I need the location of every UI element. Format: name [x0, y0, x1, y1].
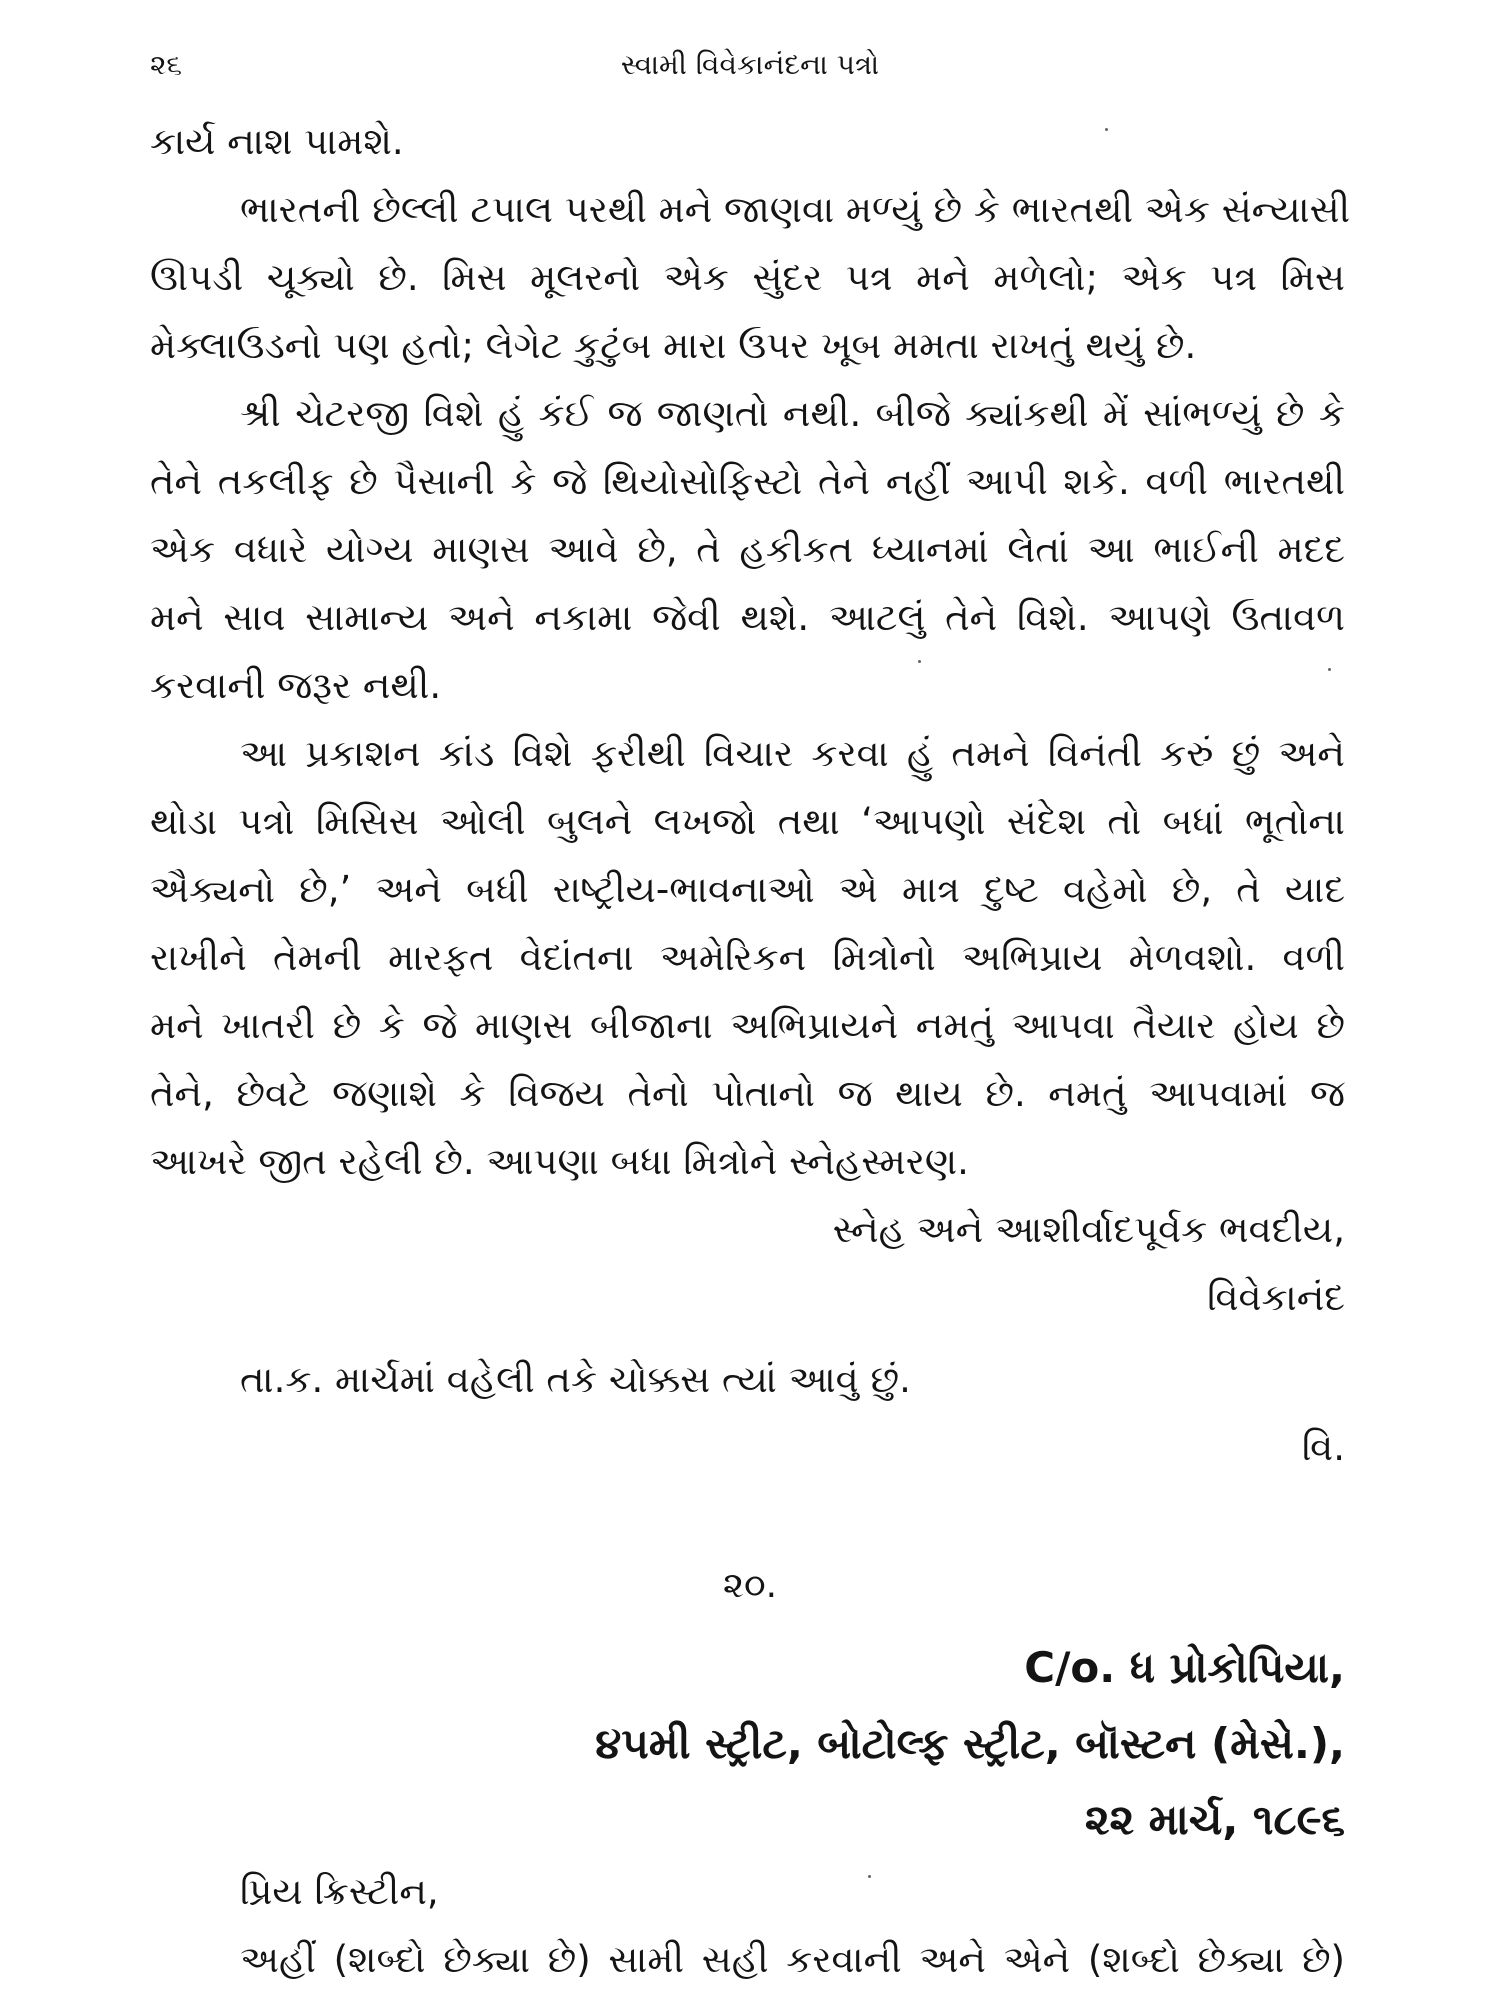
postscript: તા.ક. માર્ચમાં વહેલી તકે ચોક્કસ ત્યાં આવું છું.	[240, 1358, 911, 1401]
print-speck	[868, 1875, 871, 1878]
postscript-initial: વિ.	[1301, 1426, 1345, 1469]
text-line: રાખીને તેમની મારફત વેદાંતના અમેરિકન મિત્રોનો અભિપ્રાય મેળવશો. વળી	[150, 936, 1345, 979]
text-line: તેને, છેવટે જણાશે કે વિજય તેનો પોતાનો જ થાય છે. નમતું આપવામાં જ	[150, 1072, 1345, 1115]
text-line: શ્રી ચેટરજી વિશે હું કંઈ જ જાણતો નથી. બીજે ક્યાંકથી મેં સાંભળ્યું છે કે	[240, 392, 1345, 435]
running-title: સ્વામી વિવેકાનંદના પત્રો	[620, 48, 880, 81]
text-line: મને સાવ સામાન્ય અને નકામા જેવી થશે. આટલું તેને વિશે. આપણે ઉતાવળ	[150, 596, 1345, 639]
letter-address	[595, 1630, 1345, 1858]
text-line: મેક્લાઉડનો પણ હતો; લેગેટ કુટુંબ મારા ઉપર ખૂબ મમતા રાખતું થયું છે.	[150, 324, 1197, 367]
signature: વિવેકાનંદ	[1207, 1276, 1345, 1319]
text-line: ઐક્યનો છે,’ અને બધી રાષ્ટ્રીય-ભાવનાઓ એ માત્ર દુષ્ટ વહેમો છે, તે યાદ	[150, 868, 1345, 911]
text-line: કરવાની જરૂર નથી.	[150, 664, 442, 707]
page-number: ૨૬	[150, 48, 183, 81]
text-line: ભારતની છેલ્લી ટપાલ પરથી મને જાણવા મળ્યું છે કે ભારતથી એક સંન્યાસી	[240, 188, 1351, 231]
letter-date: ૨૨ માર્ચ, ૧૮૯૬	[1084, 1795, 1345, 1844]
text-line: ઊપડી ચૂક્યો છે. મિસ મૂલરનો એક સુંદર પત્ર મને મળેલો; એક પત્ર મિસ	[150, 256, 1345, 299]
print-speck	[918, 660, 921, 663]
text-line: થોડા પત્રો મિસિસ ઓલી બુલને લખજો તથા ‘આપણો સંદેશ તો બધાં ભૂતોના	[150, 800, 1345, 843]
text-line: આખરે જીત રહેલી છે. આપણા બધા મિત્રોને સ્નેહસ્મરણ.	[150, 1140, 969, 1183]
text-line: કાર્ય નાશ પામશે.	[150, 120, 404, 163]
letter-number: ૨૦.	[722, 1565, 778, 1606]
text-line: મને ખાતરી છે કે જે માણસ બીજાના અભિપ્રાયને નમતું આપવા તૈયાર હોય છે	[150, 1004, 1345, 1047]
text-line: અહીં (શબ્દો છેક્યા છે) સામી સહી કરવાની અને એને (શબ્દો છેક્યા છે)	[240, 1938, 1345, 1981]
text-line: એક વધારે યોગ્ય માણસ આવે છે, તે હકીકત ધ્યાનમાં લેતાં આ ભાઈની મદદ	[150, 528, 1345, 571]
address-line: ૪૫મી સ્ટ્રીટ, બોટોલ્ફ સ્ટ્રીટ, બૉસ્ટન (મેસે.),	[595, 1719, 1345, 1768]
closing-line: સ્નેહ અને આશીર્વાદપૂર્વક ભવદીય,	[832, 1208, 1345, 1251]
print-speck	[1105, 128, 1108, 131]
letter-body	[150, 108, 1351, 1482]
letter-opening	[150, 1858, 1345, 1994]
address-line: C/o. ધ પ્રોકોપિયા,	[1024, 1643, 1345, 1692]
text-line: તેને તકલીફ છે પૈસાની કે જે થિયોસોફિસ્ટો તેને નહીં આપી શકે. વળી ભારતથી	[150, 460, 1345, 503]
salutation: પ્રિય ક્રિસ્ટીન,	[240, 1870, 439, 1913]
text-line: આ પ્રકાશન કાંડ વિશે ફરીથી વિચાર કરવા હું તમને વિનંતી કરું છું અને	[240, 732, 1345, 775]
print-speck	[1328, 668, 1331, 671]
